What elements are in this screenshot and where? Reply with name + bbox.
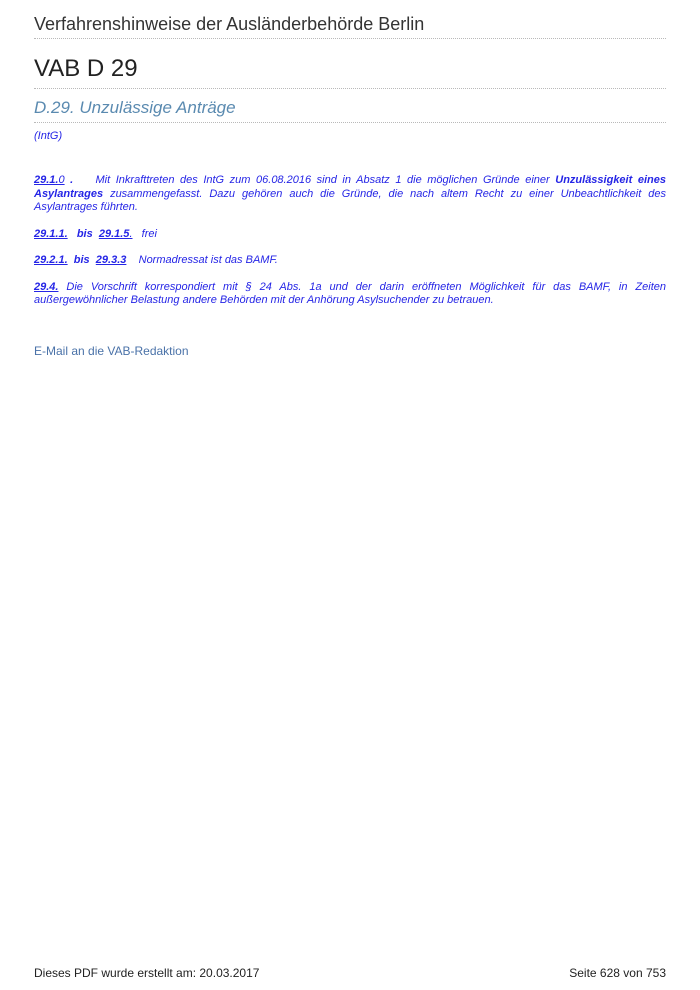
section-link-29-2-1[interactable]: 29.2.1.	[34, 254, 68, 266]
paragraph-text-after: zusammengefasst. Dazu gehören auch die Gründe, die nach altem Recht zu einer Unbeachtlichkeit des Asylantrages führten.	[34, 187, 666, 213]
paragraph-text: Die Vorschrift korrespondiert mit § 24 Abs. 1a und der darin eröffneten Möglichkeit für das BAMF, in Zeiten außergewöhnlicher Belastung andere Behörden mit der Anhörung Asylsuchender zu betrauen.	[34, 280, 666, 306]
footer-created-date: Dieses PDF wurde erstellt am: 20.03.2017	[34, 966, 260, 980]
paragraph-text-before: Mit Inkrafttreten des IntG zum 06.08.2016 sind in Absatz 1 die möglichen Gründe einer	[95, 174, 556, 186]
emphasis-unzulaessigkeit: Unzulässigkeit eines Asylantrages	[34, 174, 666, 200]
section-link-29-1-0-suffix: 0	[58, 174, 65, 186]
paragraph-text: Normadressat ist das BAMF.	[138, 254, 278, 266]
section-link-29-1-5-suffix: .	[129, 227, 133, 240]
content-body	[34, 174, 666, 308]
paragraph-29-1-0	[34, 174, 666, 215]
section-link-29-1-0[interactable]	[34, 174, 65, 186]
section-link-29-4[interactable]: 29.4.	[34, 280, 59, 293]
section-link-29-1-5-label: 29.1.5	[98, 227, 130, 240]
bis-label: bis	[76, 227, 93, 240]
section-subheading: D.29. Unzulässige Anträge	[34, 97, 666, 123]
section-link-29-3-3[interactable]: 29.3.3	[95, 254, 127, 266]
section-separator: .	[64, 174, 74, 186]
paragraph-text: frei	[141, 227, 157, 240]
section-link-29-1-5[interactable]	[99, 228, 133, 240]
law-reference: (IntG)	[34, 130, 63, 142]
footer-page-number: Seite 628 von 753	[569, 966, 666, 980]
document-page	[34, 0, 666, 360]
section-link-29-1-1[interactable]: 29.1.1.	[34, 227, 68, 240]
vab-heading: VAB D 29	[34, 55, 666, 89]
section-link-29-1-0-bold: 29.1.	[34, 174, 59, 186]
bis-label: bis	[73, 254, 90, 266]
paragraph-29-4	[34, 281, 666, 308]
paragraph-29-2-1	[34, 254, 666, 268]
paragraph-29-1-1	[34, 228, 666, 242]
email-editorial-link[interactable]: E-Mail an die VAB-Redaktion	[34, 343, 189, 358]
site-title: Verfahrenshinweise der Ausländerbehörde Berlin	[34, 13, 666, 39]
